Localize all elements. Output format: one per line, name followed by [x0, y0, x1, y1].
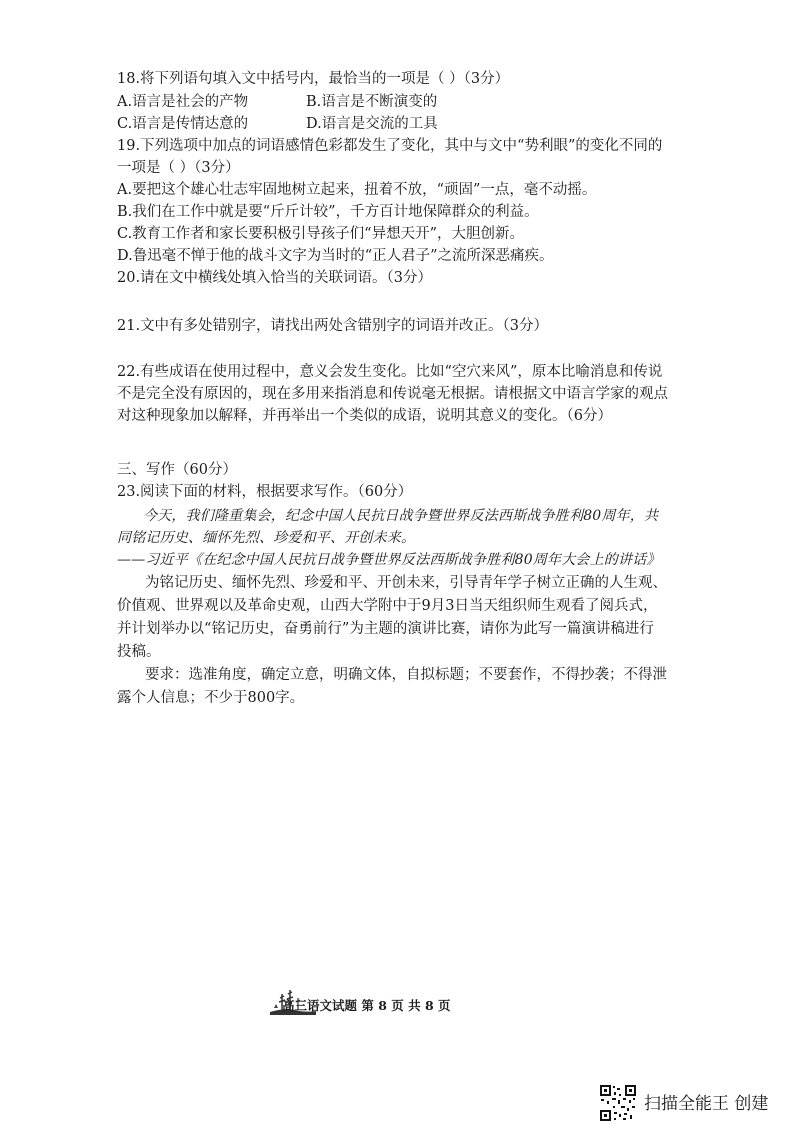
task-line4: 投稿。: [117, 644, 161, 660]
quote-source: ——习近平《在纪念中国人民抗日战争暨世界反法西斯战争胜利80周年大会上的讲话》: [117, 552, 661, 568]
question-18-option-a: A.语言是社会的产物: [117, 94, 249, 110]
question-19-option-a: A.要把这个雄心壮志牢固地树立起来，扭着不放，“顽固”一点，毫不动摇。: [117, 182, 597, 198]
question-19-stem-line1: 19.下列选项中加点的词语感情色彩都发生了变化，其中与文中“势利眼”的变化不同的: [117, 138, 663, 154]
question-19-option-c: C.教育工作者和家长要积极引导孩子们“异想天开”，大胆创新。: [117, 226, 525, 242]
question-22-line1: 22.有些成语在使用过程中，意义会发生变化。比如“空穴来风”，原本比喻消息和传说: [117, 364, 663, 380]
question-18-option-d: D.语言是交流的工具: [306, 116, 438, 132]
question-22-line2: 不是完全没有原因的，现在多用来指消息和传说毫无根据。请根据文中语言学家的观点: [117, 386, 668, 402]
question-18-option-b: B.语言是不断演变的: [306, 94, 438, 110]
question-21: 21.文中有多处错别字，请找出两处含错别字的词语并改正。（3分）: [117, 318, 549, 334]
question-19-stem-line2: 一项是（ ）（3分）: [117, 160, 240, 176]
question-20: 20.请在文中横线处填入恰当的关联词语。（3分）: [117, 270, 433, 286]
question-19-option-d: D.鲁迅毫不惮于他的战斗文字为当时的“正人君子”之流所深恶痛疾。: [117, 248, 554, 264]
requirements-line2: 露个人信息；不少于800字。: [117, 690, 305, 706]
question-23: 23.阅读下面的材料，根据要求写作。（60分）: [117, 484, 413, 500]
question-18-option-c: C.语言是传情达意的: [117, 116, 249, 132]
requirements-line1: 要求：选准角度，确定立意，明确文体，自拟标题；不要套作，不得抄袭；不得泄: [145, 667, 667, 683]
section-heading-writing: 三、写作（60分）: [117, 462, 237, 478]
question-22-line3: 对这种现象加以解释，并再举出一个类似的成语，说明其意义的变化。（6分）: [117, 408, 612, 424]
question-18-stem: 18.将下列语句填入文中括号内，最恰当的一项是（ ）（3分）: [117, 71, 510, 87]
qr-code-icon: [599, 1084, 637, 1122]
quote-line2: 同铭记历史、缅怀先烈、珍爱和平、开创未来。: [117, 530, 416, 546]
task-line3: 并计划举办以“铭记历史，奋勇前行”为主题的演讲比赛，请你为此写一篇演讲稿进行: [117, 621, 654, 637]
quote-line1: 今天，我们隆重集会，纪念中国人民抗日战争暨世界反法西斯战争胜利80周年，共: [143, 508, 659, 524]
scanner-brand-label: 扫描全能王 创建: [644, 1094, 769, 1114]
task-line1: 为铭记历史、缅怀先烈、珍爱和平、开创未来，引导青年学子树立正确的人生观、: [145, 575, 667, 591]
page-footer: 高三语文试题 第 8 页 共 8 页: [282, 998, 451, 1013]
question-19-option-b: B.我们在工作中就是要“斤斤计较”，千方百计地保障群众的利益。: [117, 204, 539, 220]
task-line2: 价值观、世界观以及革命史观，山西大学附中于9月3日当天组织师生观看了阅兵式，: [117, 598, 658, 614]
